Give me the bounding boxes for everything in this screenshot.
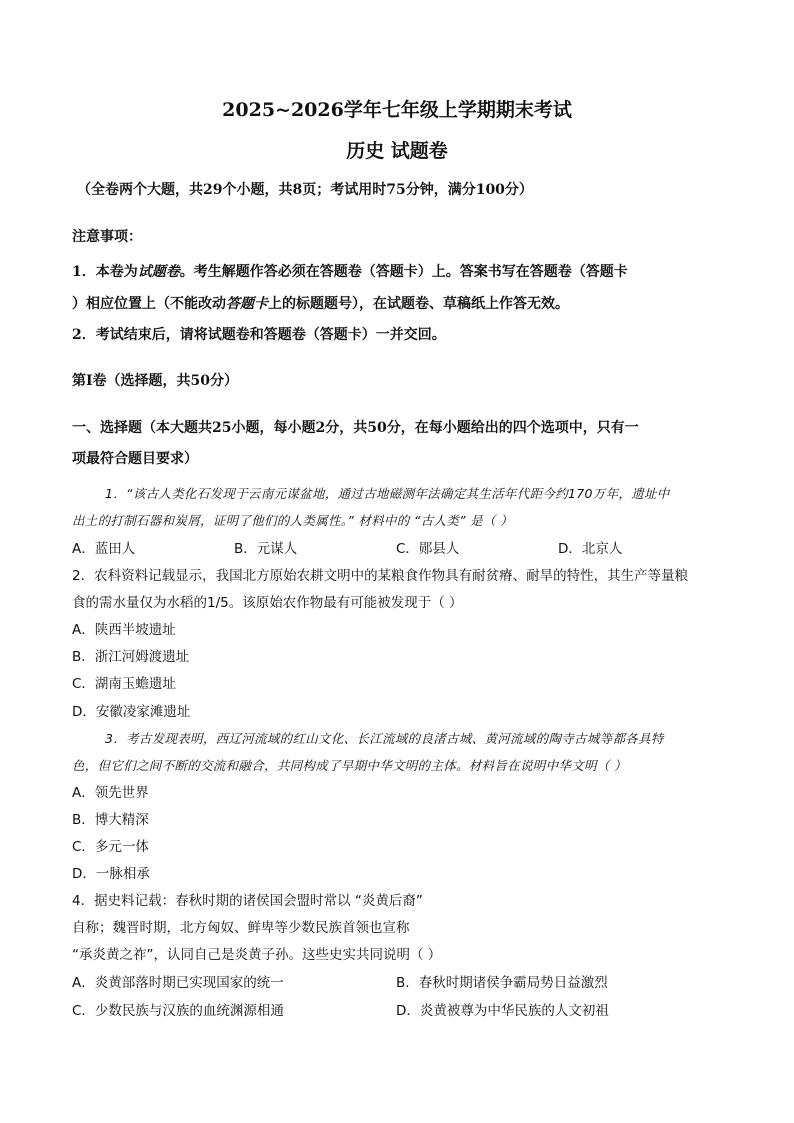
section-heading-line-1: 一、选择题（本大题共25小题，每小题2分，共50分，在每小题给出的四个选项中，只有一 [72, 420, 639, 436]
section-heading-line-2: 项最符合题目要求） [72, 451, 198, 467]
question-2-option-b[interactable]: B．浙江河姆渡遗址 [72, 649, 190, 665]
question-2-line-1: 2．农科资料记载显示，我国北方原始农耕文明中的某粮食作物具有耐贫瘠、耐旱的特性，其生产等量粮 [72, 568, 689, 584]
question-1-option-c[interactable]: C．郧县人 [396, 541, 460, 557]
question-2-line-2: 食的需水量仅为水稻的1/5。该原始农作物最有可能被发现于（ ） [72, 595, 463, 611]
question-4-option-d[interactable]: D．炎黄被尊为中华民族的人文初祖 [396, 1003, 609, 1019]
question-3-line-1: 3．考古发现表明，西辽河流域的红山文化、长江流域的良渚古城、黄河流域的陶寺古城等都各具特 [105, 731, 664, 746]
question-4-line-3: “承炎黄之祚”，认同自己是炎黄子孙。这些史实共同说明（ ） [72, 947, 442, 963]
question-1-line-2: 出土的打制石器和炭屑，证明了他们的人类属性。” 材料中的 “古人类” 是（ ） [72, 513, 513, 528]
notes-heading: 注意事项： [72, 229, 142, 245]
notes-item-1-line-1: 1．本卷为试题卷。考生解题作答必须在答题卷（答题卡）上。答案书写在答题卷（答题卡 [72, 264, 628, 280]
question-2-option-a[interactable]: A．陕西半坡遗址 [72, 622, 176, 638]
question-1-option-a[interactable]: A．蓝田人 [72, 541, 136, 557]
question-1-line-1: 1．“该古人类化石发现于云南元谋盆地，通过古地磁测年法确定其生活年代距今约170万年，遗址中 [105, 486, 670, 501]
question-2-option-c[interactable]: C．湖南玉蟾遗址 [72, 676, 176, 692]
notes-item-1-line-2: ）相应位置上（不能改动答题卡上的标题题号），在试题卷、草稿纸上作答无效。 [72, 296, 569, 312]
question-4-line-2: 自称；魏晋时期，北方匈奴、鲜卑等少数民族首领也宣称 [72, 920, 410, 936]
question-3-option-c[interactable]: C．多元一体 [72, 839, 149, 855]
notes-item-2: 2．考试结束后，请将试题卷和答题卷（答题卡）一并交回。 [72, 327, 446, 343]
question-3-line-2: 色，但它们之间不断的交流和融合，共同构成了早期中华文明的主体。材料旨在说明中华文明（ ） [72, 758, 627, 773]
exam-info: （全卷两个大题，共29个小题，共8页；考试用时75分钟，满分100分） [77, 182, 533, 198]
question-4-option-a[interactable]: A．炎黄部落时期已实现国家的统一 [72, 975, 284, 991]
question-4-line-1: 4．据史料记载：春秋时期的诸侯国会盟时常以 “炎黄后裔” [72, 893, 423, 909]
question-1-option-d[interactable]: D．北京人 [558, 541, 623, 557]
question-3-option-b[interactable]: B．博大精深 [72, 812, 149, 828]
exam-subtitle: 历史 试题卷 [346, 140, 448, 162]
question-1-option-b[interactable]: B．元谋人 [234, 541, 298, 557]
question-4-option-b[interactable]: B．春秋时期诸侯争霸局势日益激烈 [396, 975, 608, 991]
question-2-option-d[interactable]: D．安徽凌家滩遗址 [72, 704, 191, 720]
question-3-option-d[interactable]: D．一脉相承 [72, 866, 150, 882]
part1-heading: 第Ⅰ卷（选择题，共50分） [72, 373, 239, 389]
exam-title: 2025~2026学年七年级上学期期末考试 [222, 99, 572, 121]
question-4-option-c[interactable]: C．少数民族与汉族的血统渊源相通 [72, 1003, 284, 1019]
question-3-option-a[interactable]: A．领先世界 [72, 785, 149, 801]
